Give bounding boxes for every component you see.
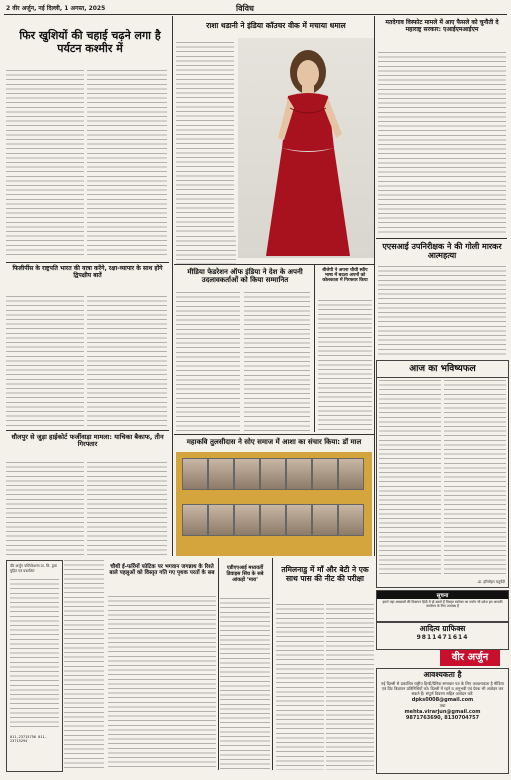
portrait (312, 458, 338, 490)
lucknow-headline: एडीएएआई मध्यवर्ती डिवाइस सिंध के सबे आंकड़ों ‘मारा' (226, 565, 264, 583)
portrait (208, 458, 234, 490)
radha-headline: राशा थडानी ने इंडिया कॉउचर वीक में मचाया धमाल (206, 21, 346, 30)
kashmir-headline: फिर खुशियों की चहाई चढ़ने लगा है पर्यटन कश्मीर में (19, 29, 161, 55)
notice-box (376, 590, 509, 622)
imprint-text: वीर अर्जुन पब्लिकेशन्स प्रा. लि. द्वारा मुद्रित एवं प्रकाशित (10, 564, 57, 573)
radha-body (176, 42, 234, 232)
masthead-rule (4, 14, 507, 15)
honorees-photo-grid (176, 452, 372, 556)
portrait (312, 504, 338, 536)
media-headline: मीडिया फेडरेशन ऑफ इंडिया ने देश के अपनी उदलावकर्ताओं को किया सम्मानित (187, 268, 303, 285)
asi-headline: एएसआई उपनिरीक्षक ने की गोली मारकर आत्महत्या (382, 242, 502, 261)
imprint-contacts: 011-23715756 011-23715294 (10, 735, 47, 744)
wanted-email-sep: तथा (439, 702, 446, 708)
wanted-box (376, 668, 509, 774)
agency-phone: 9811471614 (416, 633, 469, 641)
horoscope-col-2 (444, 380, 506, 576)
portrait (182, 504, 208, 536)
kashmir-body (6, 70, 84, 258)
model-photo (238, 38, 374, 258)
school-quote-headline: चौथी ई-फर्रिमों फोटिक पर भगवान जगन्नाथ के रिश्ते बाले पहलुओं को विस्तृत गति गए पृथक परतों के सब (109, 564, 215, 577)
model-figure-graphic (238, 38, 374, 258)
horoscope-title: आज का भविष्यफल (377, 361, 508, 378)
lucknow-body (220, 598, 270, 770)
wanted-title: आवश्यकता है (423, 670, 462, 679)
court-body (378, 52, 506, 236)
media-body (176, 292, 240, 432)
notice-title: सूचना (377, 591, 508, 599)
agency-box (376, 622, 509, 650)
wanted-text: नई दिल्ली से प्रकाशित राष्ट्रीय हिन्दी/दैनिक समाचार पत्र के लिए आवश्यकता है मीडिया एवं प्रिंट विज्ञापन प्रतिनिधियों को। दिल्ली में रहने व अनुभवी एवं प्रेरक भी आवेदन कर सकते हैं। संपूर्ण विवरण सहित आवेदन करें: (381, 680, 504, 696)
portrait (182, 458, 208, 490)
portrait (260, 458, 286, 490)
portrait (286, 458, 312, 490)
horoscope-author: -डा. हरिमोहन चतुर्वेदी (476, 580, 505, 584)
media-body-2 (244, 292, 310, 432)
president-body-2 (87, 296, 167, 426)
kolkata-body (318, 300, 372, 432)
portrait (234, 458, 260, 490)
dholpur-headline: धौलपुर से जुड़ा हाईकोर्ट फर्जीवाड़ा मामला: याचिका बैकाफ, तीन गिरफ्तार (11, 433, 164, 449)
section-title: विविध (236, 4, 254, 13)
agency-name: आदित्य ग्राफिक्स (419, 624, 466, 633)
tulsidas-headline: महाकवि तुलसीदास ने सोए समाज में आशा का संचार किया: डॉ माल (186, 438, 362, 446)
radha-body-2 (176, 236, 236, 264)
portrait (208, 504, 234, 536)
notice-text: हमारे यहां अखबारों की विज्ञापन हिंदी में हो बकते हैं विस्तृत स्कोकर का पर्याय भी प्रवेश हम आपकी वार्तालय के लिए उपलब्ध हैं (382, 600, 503, 609)
brand-logo: वीर अर्जुन (440, 650, 500, 666)
portrait (260, 504, 286, 536)
wanted-email-1: dpks0008@gmail.com (411, 696, 474, 703)
portrait (286, 504, 312, 536)
portrait (234, 504, 260, 536)
horoscope-col-1 (379, 380, 441, 576)
court-headline: मतदेगाव विस्फोट मामले में आए फैसले को चुनौती दे महाराष्ट्र सरकार: एआईएमआईएम (385, 19, 499, 33)
dholpur-body-2 (87, 462, 167, 556)
imprint-box (6, 560, 63, 772)
kashmir-body-2 (87, 70, 167, 258)
portrait (338, 458, 364, 490)
portrait (338, 504, 364, 536)
tamilnadu-headline: तमिलनाडु में माँ और बेटी ने एक साथ पास की नीट की परीक्षा (281, 565, 369, 583)
tamilnadu-body (276, 604, 324, 770)
school-quote-body (108, 596, 216, 770)
dholpur-body-3 (64, 560, 104, 770)
page-label: 2 वीर अर्जुन, नई दिल्ली, 1 अगस्त, 2025 (6, 5, 106, 12)
kolkata-headline: बीजेपी ने अपना चौथी स्वीप भाषा में बदला अपनों को कोलकाता में गिरफ्तार किया (322, 268, 368, 284)
dholpur-body (6, 462, 84, 556)
president-headline: फिलीपींस के राष्ट्रपति भारत की यात्रा करेंगे, रक्षा-व्यापार के साथ होंगे द्विपक्षीय बातें (12, 265, 163, 279)
horoscope-box (376, 360, 509, 588)
tamilnadu-body-2 (326, 604, 374, 770)
asi-body (378, 266, 506, 356)
wanted-email-2: mehta.virarjun@gmail.com (404, 708, 481, 715)
president-body (6, 296, 84, 426)
wanted-phones: 9871763690, 8130704757 (405, 714, 480, 721)
